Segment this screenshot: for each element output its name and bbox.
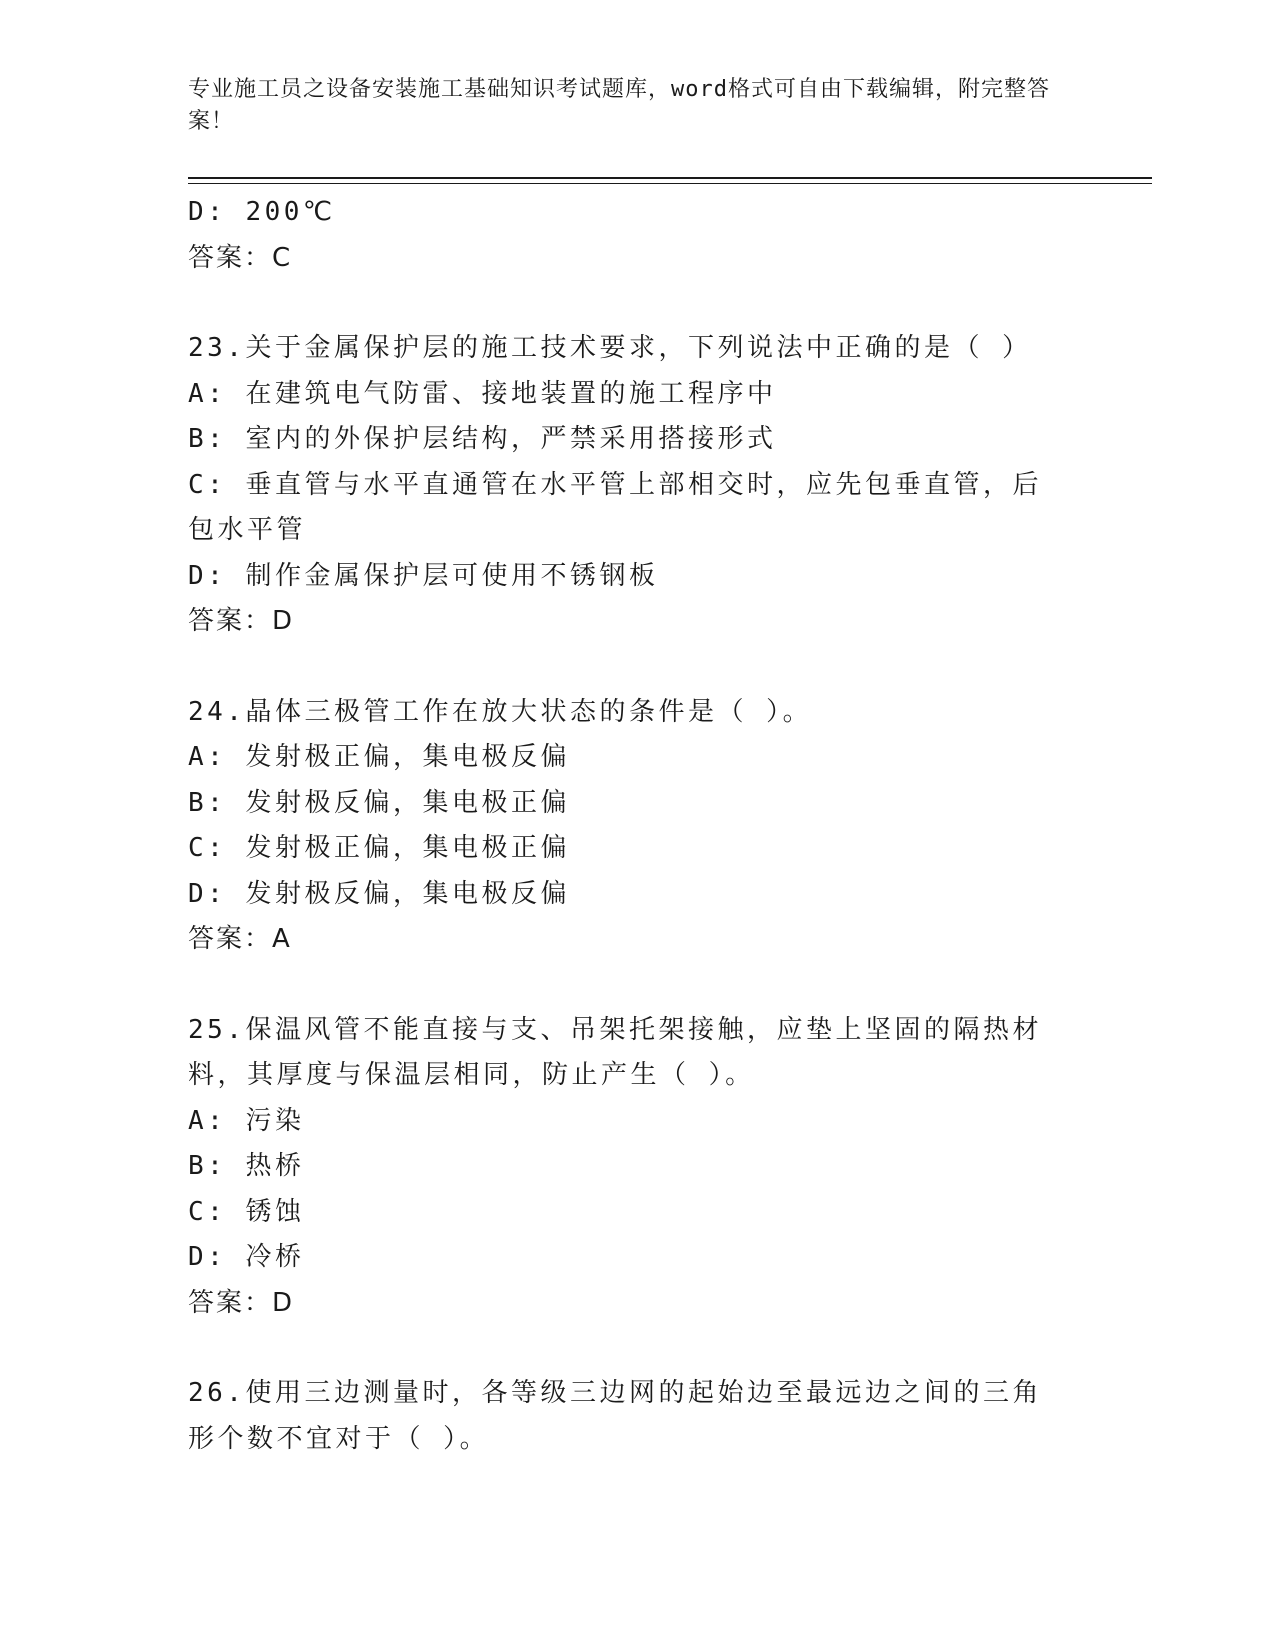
option-b: B: 室内的外保护层结构，严禁采用搭接形式 (188, 424, 777, 454)
question-stem: 25.保温风管不能直接与支、吊架托架接触，应垫上坚固的隔热材料，其厚度与保温层相同，防止产生（ ）。 (188, 1014, 1042, 1090)
option-b: B: 热桥 (188, 1151, 305, 1181)
option-d: D: 200℃ (188, 197, 336, 227)
option-d: D: 发射极反偏，集电极反偏 (188, 878, 570, 909)
answer-line: 答案：C (188, 242, 293, 273)
option-c: C: 锈蚀 (188, 1196, 305, 1227)
answer-line: 答案：D (188, 1287, 295, 1318)
option-a: A: 在建筑电气防雷、接地装置的施工程序中 (188, 378, 777, 409)
question-26 (188, 1371, 1068, 1462)
question-stem: 26.使用三边测量时，各等级三边网的起始边至最远边之间的三角形个数不宜对于（ ）。 (188, 1378, 1042, 1454)
question-25 (188, 1008, 1068, 1327)
question-stem: 24.晶体三极管工作在放大状态的条件是（ ）。 (188, 696, 813, 727)
option-c: C: 发射极正偏，集电极正偏 (188, 833, 570, 863)
question-23 (188, 326, 1068, 645)
option-c: C: 垂直管与水平直通管在水平管上部相交时，应先包垂直管，后包水平管 (188, 469, 1042, 545)
question-content (188, 190, 1068, 1462)
answer-line: 答案：D (188, 606, 295, 636)
header-rule-thin (188, 183, 1152, 184)
document-header: 专业施工员之设备安装施工基础知识考试题库，word格式可自由下载编辑，附完整答案！ (188, 77, 1050, 134)
option-d: D: 冷桥 (188, 1242, 305, 1272)
option-a: A: 污染 (188, 1105, 305, 1136)
option-a: A: 发射极正偏，集电极反偏 (188, 742, 570, 772)
option-b: B: 发射极反偏，集电极正偏 (188, 787, 570, 818)
answer-line: 答案：A (188, 924, 292, 954)
question-24 (188, 690, 1068, 963)
question-stem: 23.关于金属保护层的施工技术要求，下列说法中正确的是（ ） (188, 333, 1032, 363)
option-d: D: 制作金属保护层可使用不锈钢板 (188, 560, 659, 591)
header-rule-thick (188, 177, 1152, 179)
